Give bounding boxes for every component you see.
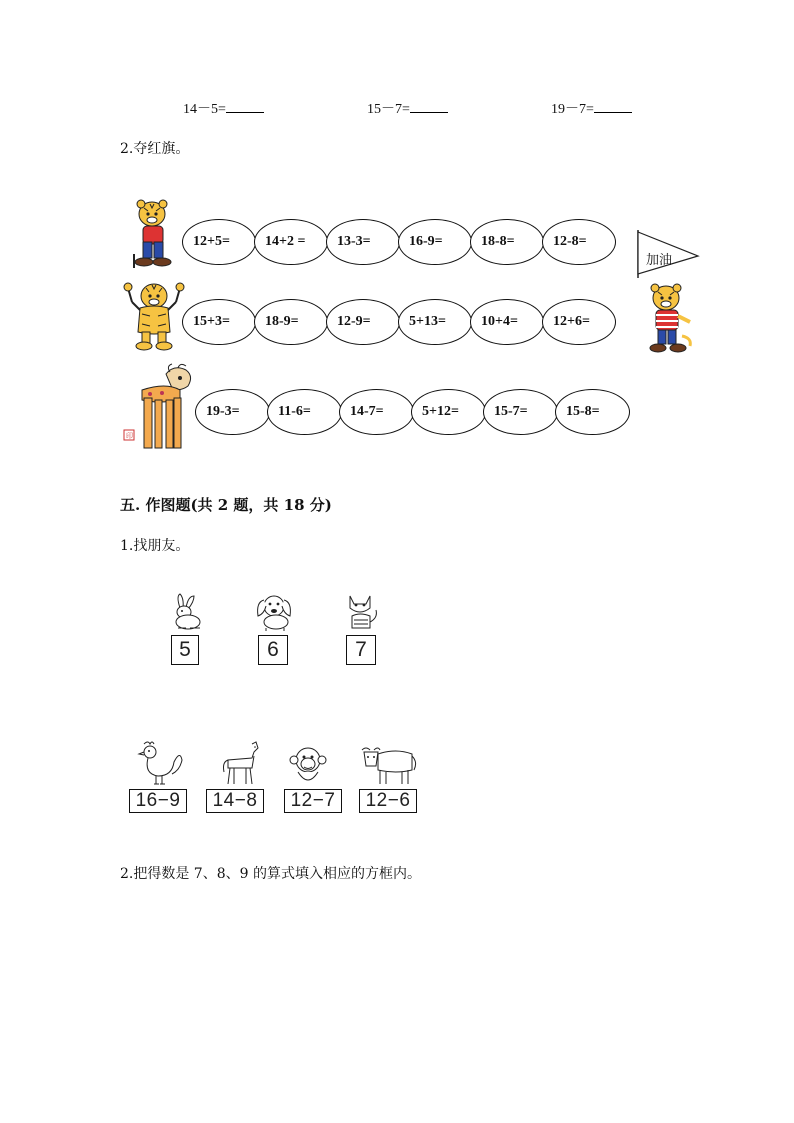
rabbit-icon bbox=[168, 594, 204, 630]
equation-text: 19－7= bbox=[551, 102, 594, 117]
dog-icon bbox=[254, 592, 294, 632]
equation-3 bbox=[551, 98, 632, 118]
race-oval[interactable]: 12+5= bbox=[182, 219, 256, 265]
race-oval[interactable]: 10+4= bbox=[470, 299, 544, 345]
expression-box[interactable]: 12−6 bbox=[359, 789, 417, 813]
expression-box[interactable]: 12−7 bbox=[284, 789, 342, 813]
race-oval[interactable]: 5+12= bbox=[411, 389, 486, 435]
number-box[interactable]: 5 bbox=[171, 635, 199, 665]
number-box[interactable]: 6 bbox=[258, 635, 288, 665]
equation-text: 15－7= bbox=[367, 102, 410, 117]
race-oval[interactable]: 14+2 = bbox=[254, 219, 328, 265]
cow-icon bbox=[358, 744, 418, 786]
race-oval[interactable]: 5+13= bbox=[398, 299, 472, 345]
number-box[interactable]: 7 bbox=[346, 635, 376, 665]
race-oval[interactable]: 12+6= bbox=[542, 299, 616, 345]
expression-box[interactable]: 16−9 bbox=[129, 789, 187, 813]
answer-blank[interactable] bbox=[594, 100, 632, 113]
answer-blank[interactable] bbox=[226, 100, 264, 113]
section-5-question-1: 1.找朋友。 bbox=[120, 538, 190, 554]
race-oval[interactable]: 18-9= bbox=[254, 299, 328, 345]
deer-icon bbox=[122, 364, 198, 454]
monkey-icon bbox=[288, 744, 328, 786]
svg-text:印: 印 bbox=[126, 432, 133, 440]
race-oval[interactable]: 13-3= bbox=[326, 219, 400, 265]
race-oval[interactable]: 14-7= bbox=[339, 389, 414, 435]
answer-blank[interactable] bbox=[410, 100, 448, 113]
equation-text: 14－5= bbox=[183, 102, 226, 117]
cat-icon bbox=[340, 592, 380, 632]
section-5-title: 五. 作图题(共 2 题，共 18 分) bbox=[120, 496, 332, 514]
section-5-question-2: 2.把得数是 7、8、9 的算式填入相应的方框内。 bbox=[120, 866, 421, 882]
tiger-walking-icon bbox=[130, 196, 178, 272]
race-oval[interactable]: 11-6= bbox=[267, 389, 342, 435]
tiger-cheering-icon bbox=[124, 280, 184, 352]
horse-icon bbox=[218, 740, 262, 786]
rooster-icon bbox=[136, 740, 184, 786]
equation-1 bbox=[183, 98, 264, 118]
race-oval[interactable]: 12-9= bbox=[326, 299, 400, 345]
question-2-title: 2.夺红旗。 bbox=[120, 141, 190, 157]
expression-box[interactable]: 14−8 bbox=[206, 789, 264, 813]
equation-2 bbox=[367, 98, 448, 118]
flag-text: 加油 bbox=[646, 253, 673, 268]
tiger-finish-icon bbox=[646, 282, 696, 362]
race-oval[interactable]: 15-7= bbox=[483, 389, 558, 435]
race-oval[interactable]: 15+3= bbox=[182, 299, 256, 345]
race-oval[interactable]: 12-8= bbox=[542, 219, 616, 265]
race-oval[interactable]: 16-9= bbox=[398, 219, 472, 265]
race-oval[interactable]: 19-3= bbox=[195, 389, 270, 435]
race-oval[interactable]: 18-8= bbox=[470, 219, 544, 265]
race-oval[interactable]: 15-8= bbox=[555, 389, 630, 435]
